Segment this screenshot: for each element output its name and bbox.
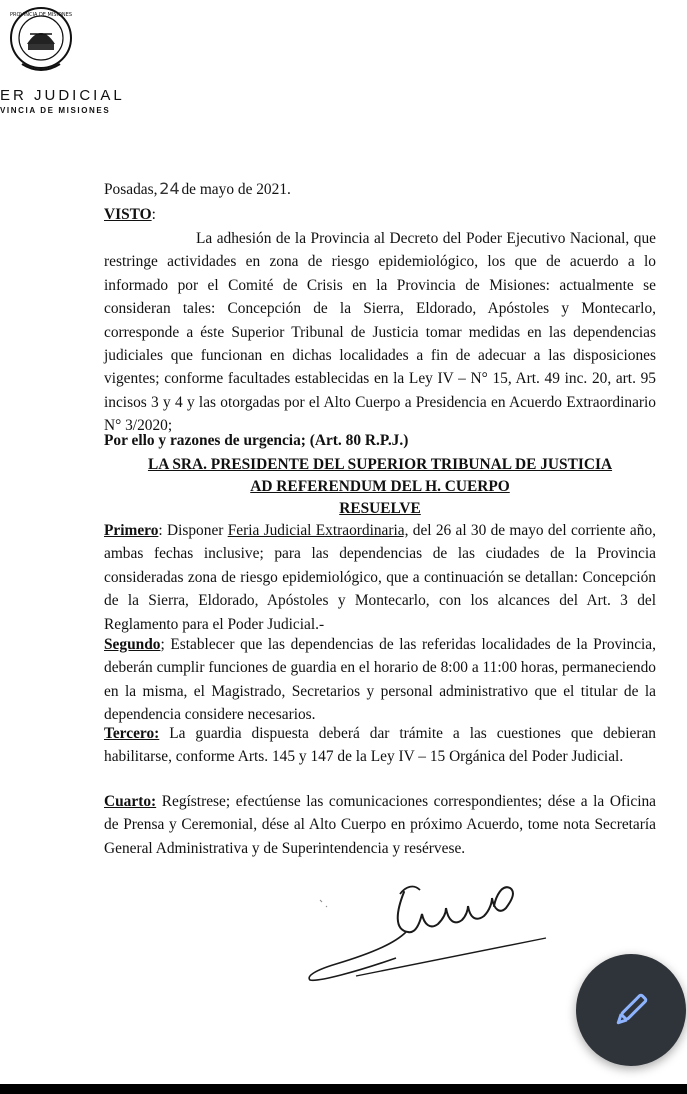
primero-text: del 26 al 30 de mayo del corriente año, ambas fechas inclusive; para las dependencias de las ciudades de la Provincia consideradas zona de riesgo epidemiológico, que a continuación se detallan: Concepción de la Sierra, Eldorado, Apóstoles y Montecarlo, con los alcances del Art. 3 del Reglamento para el Poder Judicial.- bbox=[104, 522, 656, 633]
segundo-text: ; Establecer que las dependencias de las referidas localidades de la Provincia, deberán cumplir funciones de guardia en el horario de 8:00 a 11:00 horas, permaneciendo en la misma, el Magistrado, Secretarios y personal administrativo que el titular de la dependencia considere necesarios. bbox=[104, 636, 656, 724]
resolution-heading-1: LA SRA. PRESIDENTE DEL SUPERIOR TRIBUNAL DE JUSTICIA bbox=[147, 456, 613, 473]
date-day-handwritten: 24 bbox=[159, 179, 180, 198]
visto-heading bbox=[104, 203, 656, 226]
primero-label: Primero bbox=[104, 522, 159, 539]
letterhead-title: ER JUDICIAL bbox=[0, 87, 125, 104]
date-line bbox=[104, 179, 291, 199]
segundo-label: Segundo bbox=[104, 636, 161, 653]
visto-text: La adhesión de la Provincia al Decreto del Poder Ejecutivo Nacional, que restringe actividades en zona de riesgo epidemiológico, los que de acuerdo a lo informado por el Comité de Crisis en la Provincia de Misiones: actualmente se consideran tales: Concepción de la Sierra, Eldorado, Apóstoles y Montecarlo, corresponde a éste Superior Tribunal de Justicia tomar medidas en las dependencias judiciales que funcionan en dichas localidades a fin de adecuar a las disposiciones vigentes; conforme facultades establecidas en la Ley IV – N° 15, Art. 49 inc. 20, art. 95 incisos 3 y 4 y las otorgadas por el Alto Cuerpo a Presidencia en Acuerdo Extraordinario N° 3/2020; bbox=[104, 230, 656, 435]
segundo-paragraph bbox=[104, 633, 656, 727]
resolution-heading-3: RESUELVE bbox=[339, 500, 421, 517]
date-rest: de mayo de 2021. bbox=[181, 181, 291, 198]
por-ello-line: Por ello y razones de urgencia; (Art. 80 R.P.J.) bbox=[104, 432, 409, 449]
edit-fab-button[interactable] bbox=[576, 954, 686, 1066]
judicial-seal-logo bbox=[8, 4, 74, 82]
handwritten-signature bbox=[296, 872, 556, 992]
cuarto-paragraph bbox=[104, 790, 656, 860]
resolution-heading-2: AD REFERENDUM DEL H. CUERPO bbox=[250, 478, 510, 495]
primero-paragraph bbox=[104, 519, 656, 636]
cuarto-label: Cuarto: bbox=[104, 793, 157, 810]
date-prefix: Posadas, bbox=[104, 181, 158, 198]
letterhead-subtitle: VINCIA DE MISIONES bbox=[0, 106, 111, 115]
visto-colon: : bbox=[151, 206, 156, 223]
primero-pre: : Disponer bbox=[158, 522, 228, 539]
visto-paragraph bbox=[104, 227, 656, 438]
tercero-paragraph bbox=[104, 722, 656, 769]
feria-judicial-text: Feria Judicial Extraordinaria, bbox=[227, 522, 409, 539]
pencil-icon bbox=[609, 988, 653, 1032]
tercero-label: Tercero: bbox=[104, 725, 160, 742]
tercero-text: La guardia dispuesta deberá dar trámite a las cuestiones que debieran habilitarse, conforme Arts. 145 y 147 de la Ley IV – 15 Orgánica del Poder Judicial. bbox=[104, 725, 656, 766]
cuarto-text: Regístrese; efectúense las comunicaciones correspondientes; dése a la Oficina de Prensa y Ceremonial, dése al Alto Cuerpo en próximo Acuerdo, tome nota Secretaría General Administrativa y de Superintendencia y resérvese. bbox=[104, 793, 656, 857]
visto-label: VISTO bbox=[104, 206, 152, 223]
bottom-system-bar bbox=[0, 1084, 687, 1094]
seal-text: PROVINCIA DE MISIONES bbox=[10, 12, 72, 18]
